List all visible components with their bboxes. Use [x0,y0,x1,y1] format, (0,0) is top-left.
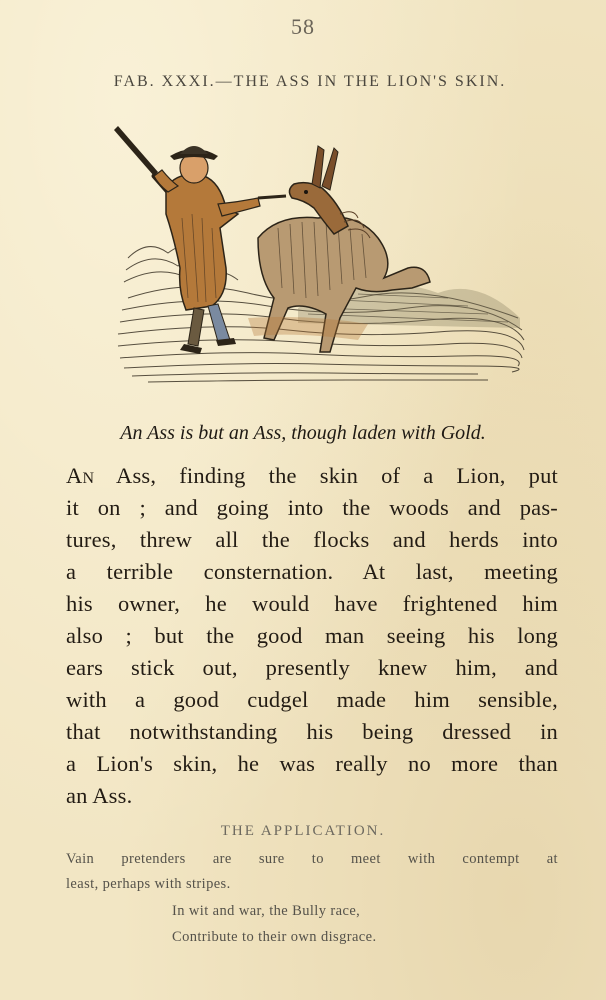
drop-word: An [66,463,95,488]
body-line: his owner, he would have frightened him [66,591,558,616]
moral-caption: An Ass is but an Ass, though laden with Gold. [120,422,486,444]
page-number: 58 [291,14,315,39]
body-line: also ; but the good man seeing his long [66,623,558,648]
woodcut-illustration [108,118,526,400]
body-line: that notwithstanding his being dressed in [66,719,558,744]
body-line: tures, threw all the flocks and herds into [66,527,558,552]
application-verse-line: Contribute to their own disgrace. [172,929,377,945]
body-line: a Lion's skin, he was really no more than [66,751,558,776]
body-line: an Ass. [66,783,133,808]
body-line: An Ass, finding the skin of a Lion, put [66,463,558,488]
body-line: it on ; and going into the woods and pas- [66,495,558,520]
body-line: ears stick out, presently knew him, and [66,655,558,680]
application-heading: THE APPLICATION. [220,823,386,839]
application-prose-line: Vain pretenders are sure to meet with contempt at [66,851,558,867]
body-line: with a good cudgel made him sensible, [66,687,558,712]
fable-title: FAB. XXXI.—THE ASS IN THE LION'S SKIN. [113,73,507,90]
application-prose-line: least, perhaps with stripes. [66,876,231,892]
body-line: a terrible consternation. At last, meeting [66,559,558,584]
application-verse-line: In wit and war, the Bully race, [172,903,361,919]
